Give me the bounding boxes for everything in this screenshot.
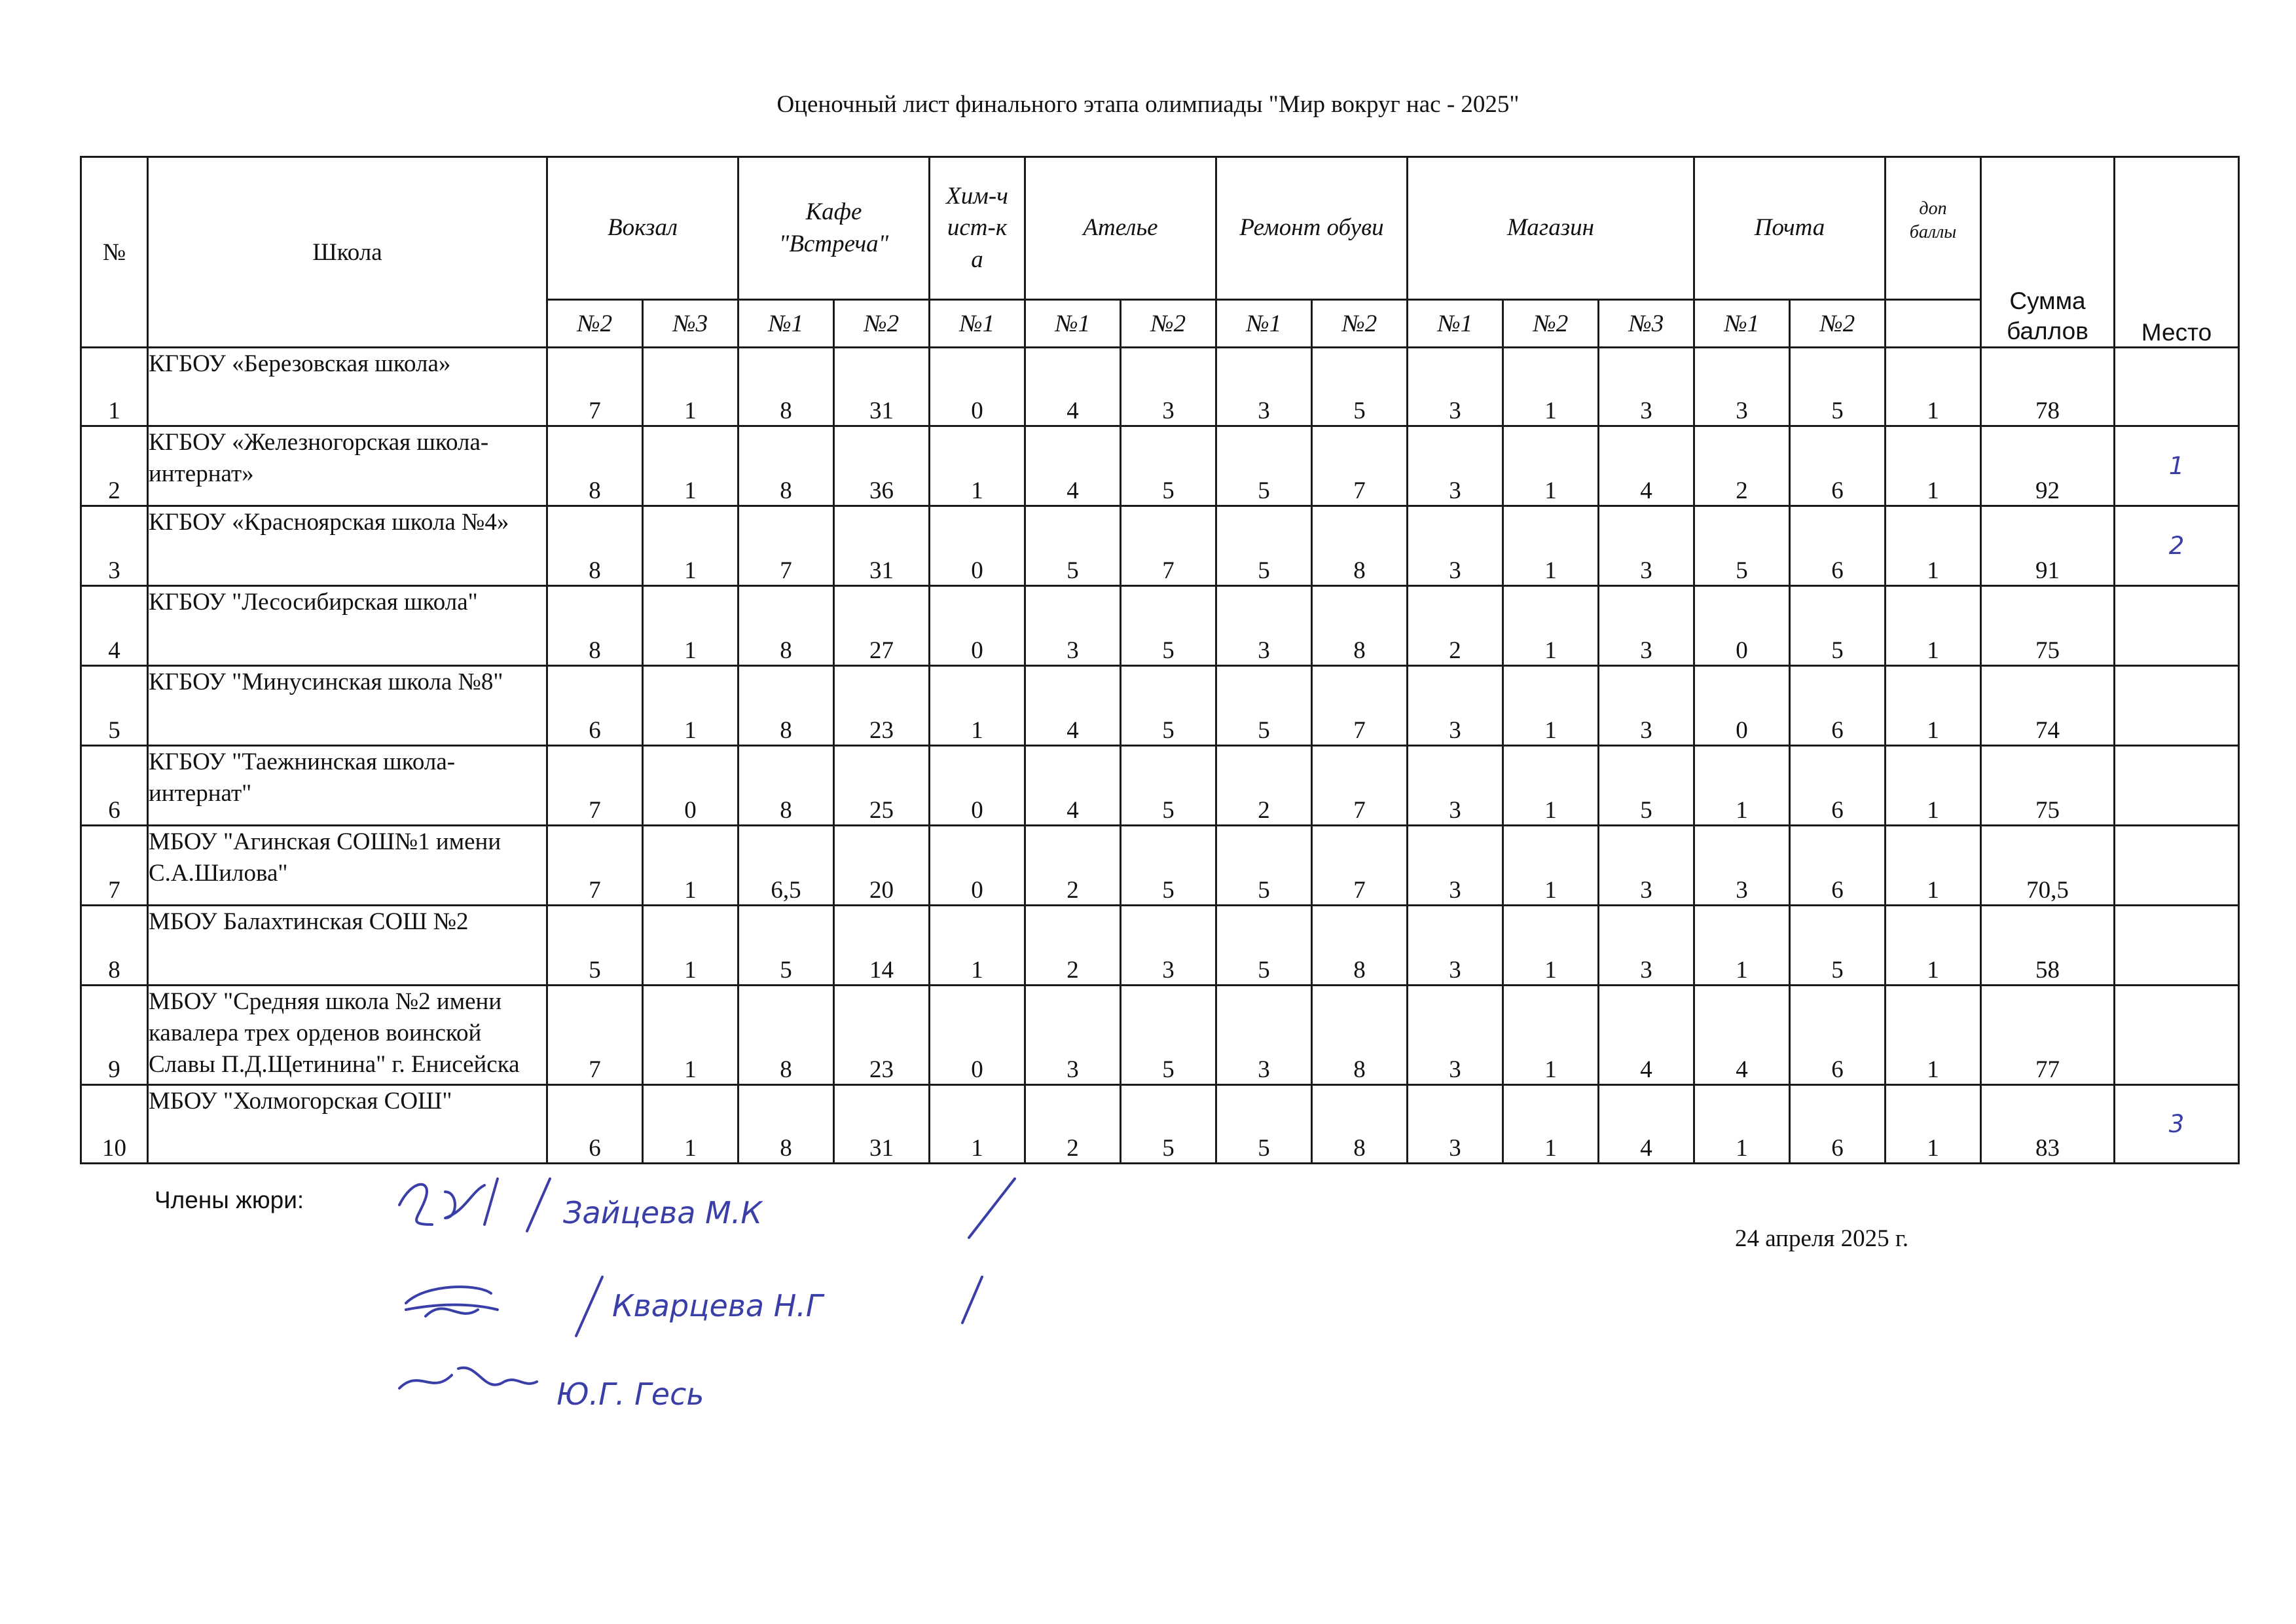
score-cell: 8 [1312,1085,1408,1164]
school-name: МБОУ Балахтинская СОШ №2 [148,906,547,986]
jury-signatures [386,1153,1106,1441]
header-sum-label: Сумма баллов [2007,287,2088,344]
place-handwritten [2115,826,2239,906]
score-cell: 8 [738,986,834,1085]
sub-header: №2 [1790,300,1886,348]
score-cell: 5 [1599,746,1694,826]
table-body [81,348,2239,1164]
score-cell: 1 [643,426,738,506]
header-group-magazin: Магазин [1408,157,1694,300]
place-handwritten [2115,906,2239,986]
score-cell: 1 [1503,506,1599,586]
table-row [81,506,2239,586]
score-cell: 1 [1503,348,1599,426]
score-cell: 3 [1694,826,1790,906]
sub-header: №1 [930,300,1025,348]
score-cell: 3 [1025,586,1121,666]
place-handwritten [2115,746,2239,826]
score-cell: 5 [1121,746,1216,826]
header-school: Школа [148,157,547,348]
score-cell: 1 [643,986,738,1085]
row-number: 2 [81,426,148,506]
extra-points: 1 [1886,1085,1981,1164]
row-number: 3 [81,506,148,586]
score-cell: 3 [1599,586,1694,666]
row-number: 5 [81,666,148,746]
header-extra [1886,157,1981,300]
score-cell: 1 [643,348,738,426]
score-cell: 7 [1312,826,1408,906]
score-cell: 3 [1121,348,1216,426]
score-cell: 31 [834,1085,930,1164]
score-cell: 4 [1025,426,1121,506]
total-score: 75 [1981,746,2115,826]
score-cell: 23 [834,986,930,1085]
total-score: 83 [1981,1085,2115,1164]
score-cell: 5 [547,906,643,986]
school-name: МБОУ "Средняя школа №2 имени кавалера трех орденов воинской Славы П.Д.Щетинина" г. Енисейска [148,986,547,1085]
score-cell: 6 [1790,746,1886,826]
score-cell: 3 [1599,826,1694,906]
score-cell: 0 [930,506,1025,586]
score-cell: 5 [1216,1085,1312,1164]
row-number: 4 [81,586,148,666]
score-cell: 5 [1790,586,1886,666]
sub-header-empty [1886,300,1981,348]
score-cell: 7 [1312,746,1408,826]
signature-line-2: Кварцева Н.Г [612,1288,823,1323]
score-cell: 1 [1694,906,1790,986]
header-group-remont: Ремонт обуви [1216,157,1408,300]
score-cell: 3 [1408,426,1503,506]
score-cell: 23 [834,666,930,746]
extra-points: 1 [1886,348,1981,426]
sub-header: №3 [643,300,738,348]
score-cell: 8 [738,348,834,426]
score-cell: 4 [1025,746,1121,826]
table-row [81,746,2239,826]
score-cell: 6,5 [738,826,834,906]
score-cell: 8 [1312,906,1408,986]
score-cell: 1 [1503,1085,1599,1164]
header-group-kafe-label: Кафе "Встреча" [778,198,889,257]
score-cell: 6 [1790,826,1886,906]
sub-header: №1 [738,300,834,348]
header-group-himchistka-label: Хим-чист-ка [946,183,1008,273]
table-row [81,986,2239,1085]
score-cell: 6 [1790,986,1886,1085]
score-cell: 1 [930,1085,1025,1164]
total-score: 91 [1981,506,2115,586]
sub-header: №1 [1408,300,1503,348]
score-cell: 1 [1503,826,1599,906]
score-cell: 20 [834,826,930,906]
score-cell: 1 [643,1085,738,1164]
header-place: Место [2115,157,2239,348]
row-number: 6 [81,746,148,826]
extra-points: 1 [1886,426,1981,506]
score-cell: 1 [1694,1085,1790,1164]
place-handwritten: 2 [2115,506,2239,586]
total-score: 58 [1981,906,2115,986]
row-number: 9 [81,986,148,1085]
score-cell: 3 [1599,666,1694,746]
score-cell: 8 [738,666,834,746]
total-score: 92 [1981,426,2115,506]
table-row [81,1085,2239,1164]
score-cell: 31 [834,506,930,586]
signature-scribble-1 [399,1179,498,1225]
score-cell: 0 [930,348,1025,426]
score-cell: 1 [1503,986,1599,1085]
score-cell: 0 [930,986,1025,1085]
score-cell: 7 [547,986,643,1085]
score-cell: 3 [1216,348,1312,426]
score-cell: 14 [834,906,930,986]
score-cell: 6 [547,1085,643,1164]
header-num: № [81,157,148,348]
score-cell: 1 [643,586,738,666]
score-cell: 5 [1216,666,1312,746]
row-number: 10 [81,1085,148,1164]
score-cell: 1 [1503,666,1599,746]
score-cell: 6 [1790,506,1886,586]
score-cell: 5 [1216,426,1312,506]
score-cell: 3 [1694,348,1790,426]
school-name: КГБОУ "Таежнинская школа-интернат" [148,746,547,826]
score-cell: 1 [643,906,738,986]
table-row [81,348,2239,426]
score-cell: 5 [1121,586,1216,666]
score-cell: 3 [1408,906,1503,986]
score-cell: 2 [1216,746,1312,826]
score-cell: 3 [1408,826,1503,906]
score-cell: 6 [1790,666,1886,746]
sub-header: №2 [1121,300,1216,348]
place-handwritten [2115,986,2239,1085]
score-cell: 2 [1408,586,1503,666]
school-name: КГБОУ «Березовская школа» [148,348,547,426]
score-cell: 4 [1599,986,1694,1085]
total-score: 77 [1981,986,2115,1085]
score-cell: 3 [1216,986,1312,1085]
place-handwritten [2115,666,2239,746]
score-cell: 3 [1599,348,1694,426]
jury-label: Члены жюри: [155,1187,304,1213]
place-handwritten [2115,348,2239,426]
score-cell: 5 [1216,906,1312,986]
score-cell: 2 [1694,426,1790,506]
table-row [81,826,2239,906]
score-cell: 5 [1216,826,1312,906]
score-cell: 1 [643,826,738,906]
row-number: 8 [81,906,148,986]
score-cell: 5 [1121,986,1216,1085]
table-row [81,906,2239,986]
signature-scribble-2 [406,1287,498,1316]
score-cell: 2 [1025,906,1121,986]
score-cell: 36 [834,426,930,506]
score-cell: 1 [1503,746,1599,826]
score-cell: 3 [1599,906,1694,986]
extra-points: 1 [1886,826,1981,906]
total-score: 70,5 [1981,826,2115,906]
score-cell: 1 [1503,586,1599,666]
score-cell: 6 [547,666,643,746]
extra-points: 1 [1886,586,1981,666]
score-cell: 1 [1503,426,1599,506]
score-cell: 3 [1408,746,1503,826]
score-cell: 1 [930,426,1025,506]
score-cell: 1 [1503,906,1599,986]
score-cell: 0 [643,746,738,826]
place-handwritten: 1 [2115,426,2239,506]
score-cell: 7 [547,826,643,906]
score-cell: 2 [1025,826,1121,906]
total-score: 78 [1981,348,2115,426]
score-cell: 1 [643,506,738,586]
document-title: Оценочный лист финального этапа олимпиады "Мир вокруг нас - 2025" [776,91,1520,118]
table-row [81,586,2239,666]
score-cell: 3 [1408,1085,1503,1164]
score-cell: 8 [1312,986,1408,1085]
sub-header: №1 [1694,300,1790,348]
extra-points: 1 [1886,986,1981,1085]
document-date: 24 апреля 2025 г. [1735,1225,1909,1252]
score-cell: 7 [547,746,643,826]
score-cell: 8 [738,586,834,666]
score-cell: 1 [1694,746,1790,826]
score-cell: 7 [1312,426,1408,506]
score-cell: 8 [1312,586,1408,666]
score-cell: 2 [1025,1085,1121,1164]
score-cell: 5 [1790,348,1886,426]
sub-header: №1 [1025,300,1121,348]
extra-points: 1 [1886,746,1981,826]
total-score: 75 [1981,586,2115,666]
score-cell: 8 [547,586,643,666]
school-name: КГБОУ «Железногорская школа-интернат» [148,426,547,506]
score-cell: 4 [1599,1085,1694,1164]
header-group-himchistka [930,157,1025,300]
score-cell: 8 [738,746,834,826]
header-group-vokzal: Вокзал [547,157,738,300]
score-cell: 0 [1694,666,1790,746]
score-cell: 6 [1790,1085,1886,1164]
score-cell: 1 [643,666,738,746]
school-name: МБОУ "Агинская СОШ№1 имени С.А.Шилова" [148,826,547,906]
score-cell: 3 [1216,586,1312,666]
score-cell: 8 [1312,506,1408,586]
score-cell: 5 [1121,426,1216,506]
score-cell: 5 [1694,506,1790,586]
score-cell: 3 [1408,506,1503,586]
header-group-atelie: Ателье [1025,157,1216,300]
score-cell: 5 [1121,1085,1216,1164]
score-cell: 4 [1025,666,1121,746]
score-cell: 4 [1599,426,1694,506]
score-cell: 8 [547,506,643,586]
score-cell: 8 [738,1085,834,1164]
extra-points: 1 [1886,666,1981,746]
score-cell: 7 [547,348,643,426]
sub-header: №2 [547,300,643,348]
score-cell: 5 [1121,826,1216,906]
extra-points: 1 [1886,906,1981,986]
score-cell: 6 [1790,426,1886,506]
school-name: КГБОУ "Лесосибирская школа" [148,586,547,666]
score-cell: 5 [1121,666,1216,746]
score-cell: 1 [930,906,1025,986]
signature-line-1: Зайцева М.К [563,1195,763,1230]
score-cell: 3 [1599,506,1694,586]
table-row [81,426,2239,506]
score-cell: 8 [547,426,643,506]
score-cell: 0 [930,586,1025,666]
sub-header: №2 [834,300,930,348]
score-cell: 5 [1216,506,1312,586]
extra-points: 1 [1886,506,1981,586]
score-cell: 3 [1408,348,1503,426]
score-cell: 4 [1025,348,1121,426]
place-handwritten: 3 [2115,1085,2239,1164]
score-cell: 7 [1312,666,1408,746]
score-cell: 5 [1025,506,1121,586]
place-handwritten [2115,586,2239,666]
school-name: КГБОУ "Минусинская школа №8" [148,666,547,746]
score-cell: 0 [1694,586,1790,666]
score-cell: 0 [930,746,1025,826]
sub-header: №3 [1599,300,1694,348]
score-cell: 5 [1312,348,1408,426]
score-table [80,156,2240,1164]
signature-scribble-3 [399,1368,537,1388]
header-extra-label: доп баллы [1909,198,1957,243]
score-cell: 0 [930,826,1025,906]
signature-line-3: Ю.Г. Гесь [556,1376,704,1412]
score-cell: 5 [738,906,834,986]
score-cell: 8 [738,426,834,506]
sub-header: №2 [1503,300,1599,348]
school-name: МБОУ "Холмогорская СОШ" [148,1085,547,1164]
score-cell: 3 [1408,666,1503,746]
score-cell: 31 [834,348,930,426]
table-row [81,666,2239,746]
sub-header: №1 [1216,300,1312,348]
row-number: 1 [81,348,148,426]
total-score: 74 [1981,666,2115,746]
score-cell: 7 [738,506,834,586]
score-cell: 3 [1025,986,1121,1085]
header-sum [1981,157,2115,348]
school-name: КГБОУ «Красноярская школа №4» [148,506,547,586]
sub-header: №2 [1312,300,1408,348]
score-cell: 25 [834,746,930,826]
score-cell: 27 [834,586,930,666]
header-group-kafe [738,157,930,300]
score-cell: 5 [1790,906,1886,986]
score-cell: 1 [930,666,1025,746]
score-cell: 7 [1121,506,1216,586]
score-cell: 4 [1694,986,1790,1085]
header-group-pochta: Почта [1694,157,1886,300]
score-cell: 3 [1121,906,1216,986]
score-cell: 3 [1408,986,1503,1085]
row-number: 7 [81,826,148,906]
